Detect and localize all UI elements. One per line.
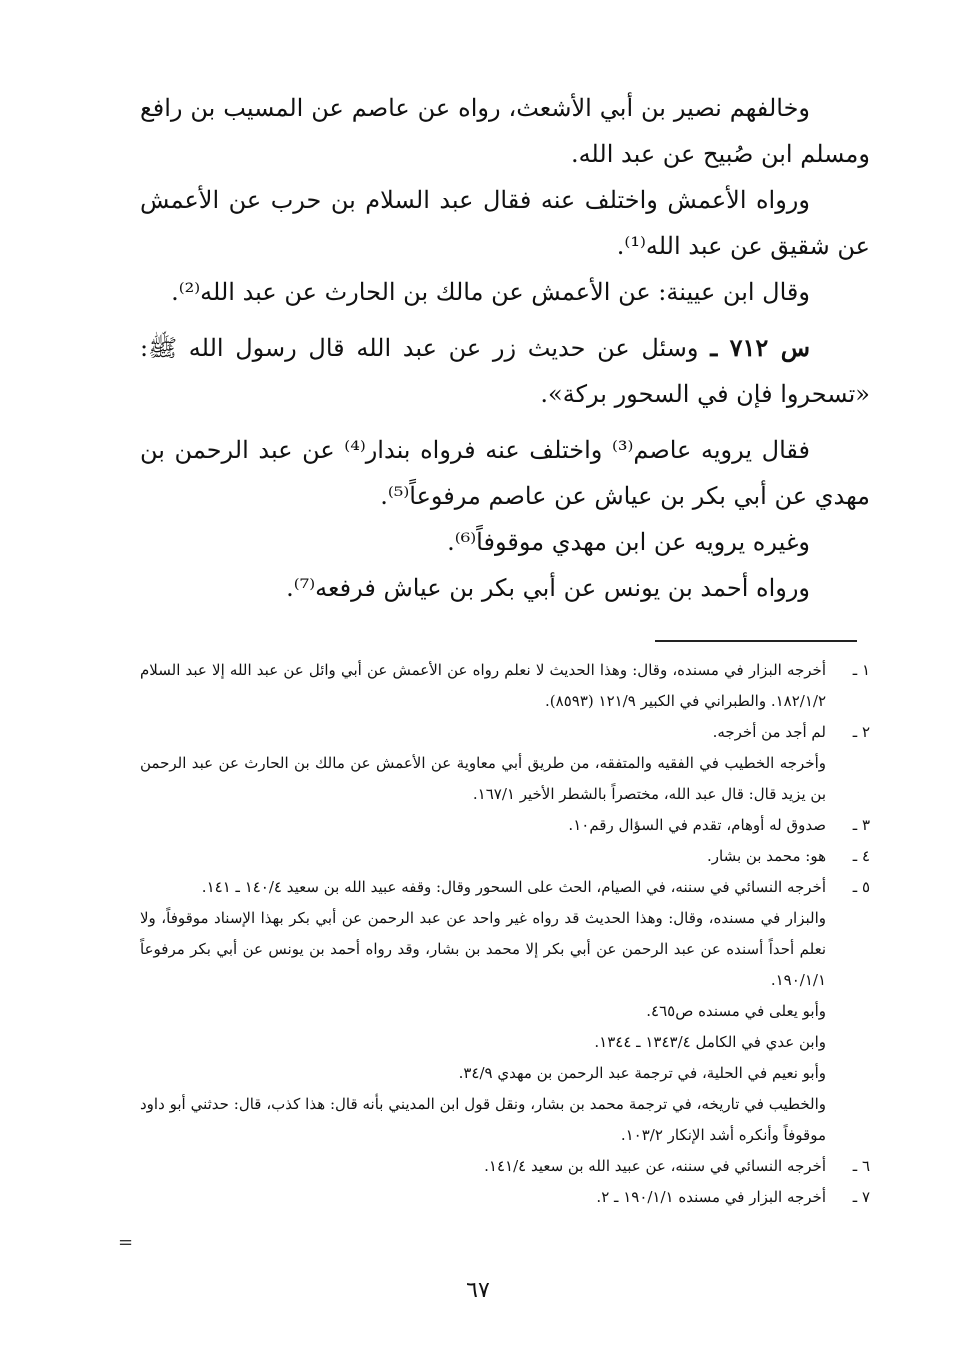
footnote-7	[140, 1182, 870, 1213]
footnote-number: ١ ـ	[852, 661, 870, 679]
footnote-text: صدوق له أوهام، تقدم في السؤال رقم١٠.	[568, 816, 826, 834]
paragraph-7: ورواه أحمد بن يونس عن أبي بكر بن عياش فرفعه⁽⁷⁾.	[286, 574, 810, 602]
footnote-3	[140, 810, 870, 841]
paragraph-6: وغيره يرويه عن ابن مهدي موقوفاً⁽⁶⁾.	[447, 528, 810, 556]
footnote-5-continuation: وأبو يعلى في مسنده ص٤٦٥.	[646, 1002, 826, 1020]
footnote-6	[140, 1151, 870, 1182]
footnote-5-continuation: والبزار في مسنده، وقال: وهذا الحديث قد رواه غير واحد عن عبد الرحمن عن أبي بكر بهذا الإسناد موقوفاً، ولا نعلم أحداً أسنده عن عبد الرحمن عن أبي بكر إلا محمد بن بشار، وقد رواه أحمد بن يونس عن أبي بكر مرفوعاً ١٩٠/١/١.	[140, 909, 826, 989]
footnote-5	[140, 872, 870, 903]
footnote-text: أخرجه النسائي في سننه، في الصيام، الحث على السحور وقال: وقفه عبيد الله بن سعيد ١٤٠/٤ ـ ١٤١.	[201, 878, 826, 896]
footnote-text: أخرجه النسائي في سننه، عن عبيد الله بن سعيد ١٤١/٤.	[484, 1157, 826, 1175]
footnote-number: ٢ ـ	[852, 723, 870, 741]
footnote-separator	[655, 640, 857, 642]
paragraph-5: فقال يرويه عاصم⁽³⁾ واختلف عنه فرواه بندار⁽⁴⁾ عن عبد الرحمن بن مهدي عن أبي بكر بن عياش عن عاصم مرفوعاً⁽⁵⁾.	[140, 436, 870, 510]
footnote-5-continuation: وأبو نعيم في الحلية، في ترجمة عبد الرحمن بن مهدي ٣٤/٩.	[458, 1064, 826, 1082]
footnote-5-continuation: والخطيب في تاريخه، في ترجمة محمد بن بشار، ونقل قول ابن المديني بأنه قال: هذا كذب، قال: حدثني أبو داود موقوفاً وأنكره أشد الإنكار ١٠٣/٢.	[140, 1095, 826, 1144]
main-text	[140, 85, 870, 611]
paragraph-3: وقال ابن عيينة: عن الأعمش عن مالك بن الحارث عن عبد الله⁽²⁾.	[171, 278, 810, 306]
footnote-number: ٣ ـ	[852, 816, 870, 834]
footnote-text: لم أجد من أخرجه.	[712, 723, 826, 741]
paragraph-2: ورواه الأعمش واختلف عنه فقال عبد السلام بن حرب عن الأعمش عن شقيق عن عبد الله⁽¹⁾.	[140, 186, 870, 260]
footnote-1	[140, 655, 870, 717]
paragraph-1: وخالفهم نصير بن أبي الأشعث، رواه عن عاصم عن المسيب بن رافع ومسلم ابن صُبيح عن عبد الله.	[140, 94, 870, 168]
continuation-mark: =	[118, 1232, 134, 1253]
footnote-2-continuation: وأخرجه الخطيب في الفقيه والمتفقه، من طريق أبي معاوية عن الأعمش عن مالك بن الحارث عن عبد الرحمن بن يزيد قال: قال عبد الله، مختصراً بالشطر الأخير ١٦٧/١.	[140, 754, 826, 803]
footnotes	[140, 655, 870, 1213]
footnote-5-continuation: وابن عدي في الكامل ١٣٤٣/٤ ـ ١٣٤٤.	[594, 1033, 826, 1051]
footnote-number: ٦ ـ	[852, 1157, 870, 1175]
footnote-4	[140, 841, 870, 872]
footnote-text: أخرجه البزار في مسنده ١٩٠/١/١ ـ ٢.	[596, 1188, 826, 1206]
question-text: وسئل عن حديث زر عن عبد الله قال رسول الله ﷺ: «تسحروا فإن في السحور بركة».	[140, 334, 870, 408]
footnote-2	[140, 717, 870, 748]
question-paragraph	[140, 325, 870, 417]
footnote-text: أخرجه البزار في مسنده، وقال: وهذا الحديث لا نعلم رواه عن الأعمش عن أبي وائل عن عبد الله إلا عبد السلام ١٨٢/١/٢. والطبراني في الكبير ١٢١/٩ (٨٥٩٣).	[140, 661, 826, 710]
page-number: ٦٧	[466, 1278, 490, 1303]
question-number: س ٧١٢ ـ	[710, 333, 810, 362]
footnote-number: ٥ ـ	[852, 878, 870, 896]
footnote-number: ٤ ـ	[852, 847, 870, 865]
footnote-text: هو: محمد بن بشار.	[706, 847, 826, 865]
footnote-number: ٧ ـ	[852, 1188, 870, 1206]
